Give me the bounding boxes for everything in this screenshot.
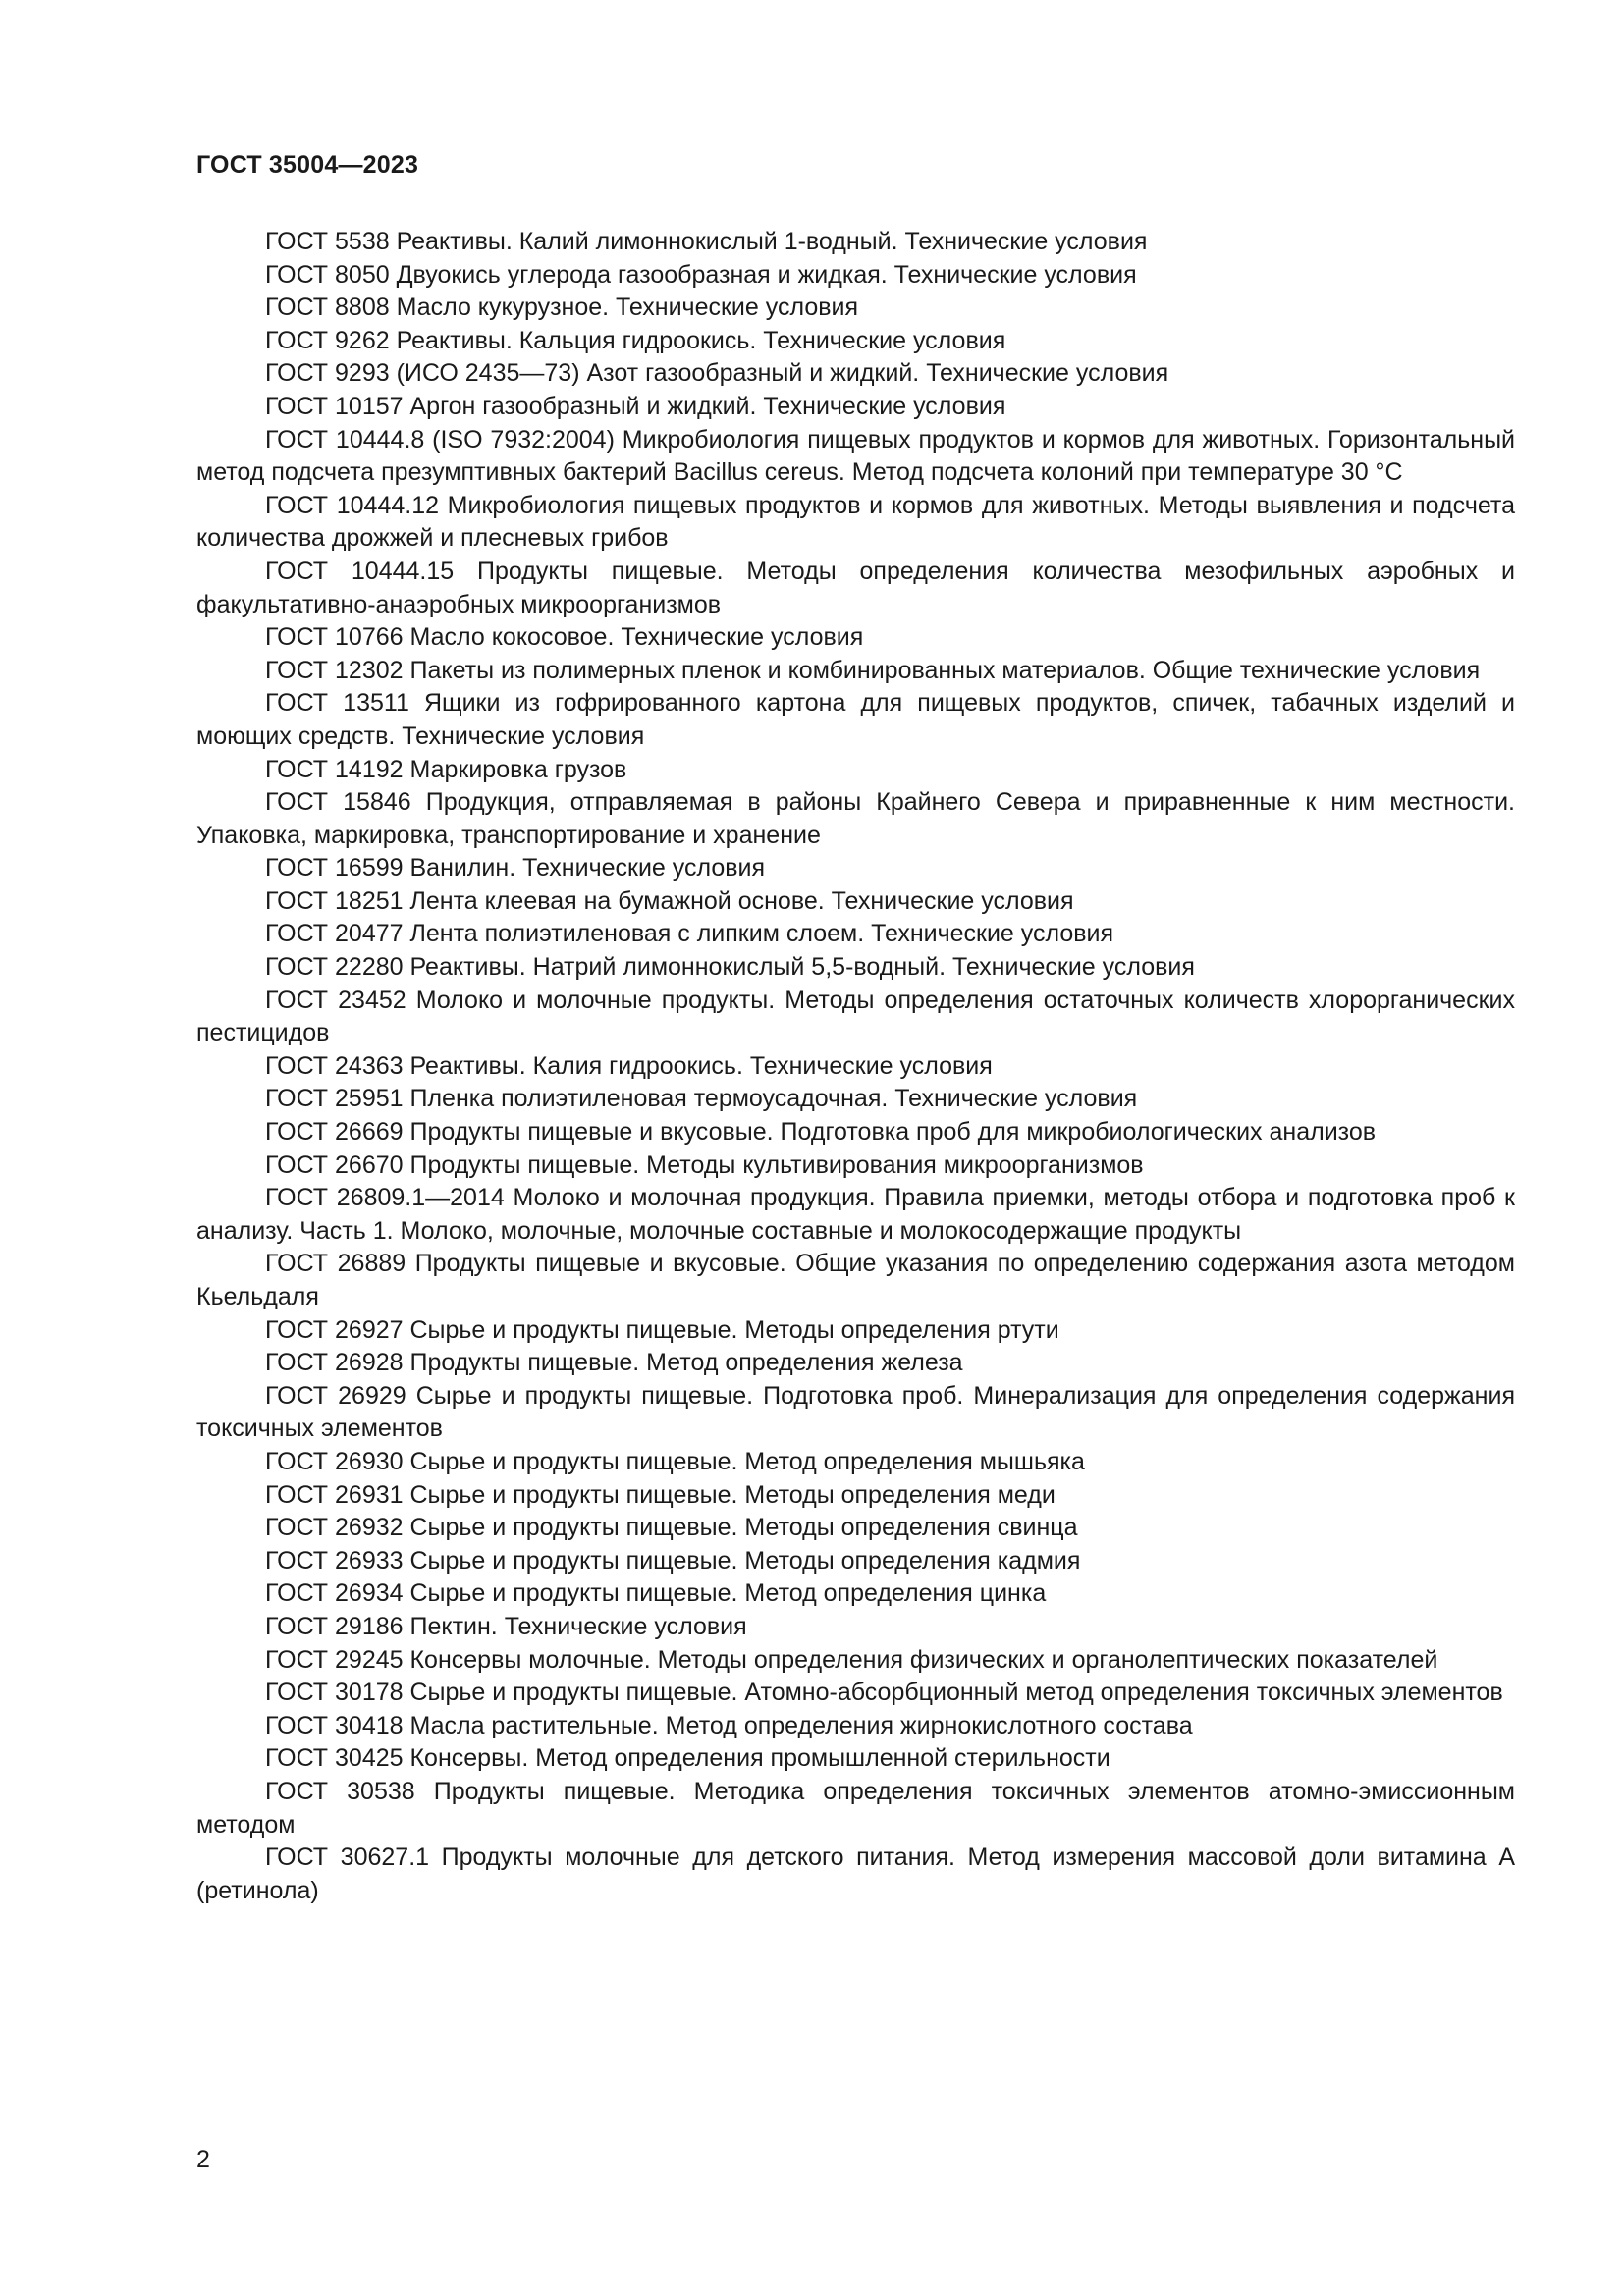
reference-item: ГОСТ 30538 Продукты пищевые. Методика определения токсичных элементов атомно-эмиссионным методом: [196, 1777, 1515, 1839]
reference-item: ГОСТ 26670 Продукты пищевые. Методы культивирования микроорганизмов: [265, 1150, 1144, 1179]
reference-item: ГОСТ 30425 Консервы. Метод определения промышленной стерильности: [265, 1744, 1110, 1773]
reference-item: ГОСТ 14192 Маркировка грузов: [265, 755, 627, 783]
reference-item: ГОСТ 10444.12 Микробиология пищевых продуктов и кормов для животных. Методы выявления и подсчета количества дрожжей и плесневых грибов: [196, 491, 1515, 553]
reference-item: ГОСТ 22280 Реактивы. Натрий лимоннокислый 5,5-водный. Технические условия: [265, 953, 1195, 982]
reference-item: ГОСТ 26933 Сырье и продукты пищевые. Методы определения кадмия: [265, 1546, 1081, 1575]
page-number: 2: [196, 2146, 210, 2173]
reference-item: ГОСТ 16599 Ванилин. Технические условия: [265, 854, 766, 882]
reference-item: ГОСТ 10444.15 Продукты пищевые. Методы определения количества мезофильных аэробных и факультативно-анаэробных микроорганизмов: [196, 557, 1515, 618]
reference-item: ГОСТ 26928 Продукты пищевые. Метод определения железа: [265, 1349, 963, 1377]
reference-item: ГОСТ 26932 Сырье и продукты пищевые. Методы определения свинца: [265, 1514, 1078, 1542]
reference-item: ГОСТ 8808 Масло кукурузное. Технические условия: [265, 294, 859, 322]
reference-item: ГОСТ 24363 Реактивы. Калия гидроокись. Технические условия: [265, 1051, 993, 1080]
reference-item: ГОСТ 26669 Продукты пищевые и вкусовые. Подготовка проб для микробиологических анализов: [265, 1118, 1377, 1147]
normative-references-list: [196, 226, 1515, 1907]
reference-item: ГОСТ 20477 Лента полиэтиленовая с липким слоем. Технические условия: [265, 920, 1114, 948]
reference-item: ГОСТ 5538 Реактивы. Калий лимоннокислый 1-водный. Технические условия: [265, 228, 1148, 255]
reference-item: ГОСТ 29186 Пектин. Технические условия: [265, 1612, 747, 1640]
reference-item: ГОСТ 10766 Масло кокосовое. Технические условия: [265, 623, 864, 652]
reference-item: ГОСТ 18251 Лента клеевая на бумажной основе. Технические условия: [265, 886, 1074, 915]
reference-item: ГОСТ 26931 Сырье и продукты пищевые. Методы определения меди: [265, 1480, 1056, 1509]
reference-item: ГОСТ 10444.8 (ISO 7932:2004) Микробиология пищевых продуктов и кормов для животных. Горизонтальный метод подсчета презумптивных бактерий Bacillus cereus. Метод подсчета колоний при температуре 30 °C: [196, 425, 1515, 487]
reference-item: ГОСТ 26889 Продукты пищевые и вкусовые. Общие указания по определению содержания азота методом Кьельдаля: [196, 1250, 1515, 1310]
reference-item: ГОСТ 26930 Сырье и продукты пищевые. Метод определения мышьяка: [265, 1447, 1085, 1475]
reference-item: ГОСТ 30418 Масла растительные. Метод определения жирнокислотного состава: [265, 1711, 1193, 1739]
reference-item: ГОСТ 26809.1—2014 Молоко и молочная продукция. Правила приемки, методы отбора и подготовка проб к анализу. Часть 1. Молоко, молочные, молочные составные и молокосодержащие продукты: [196, 1184, 1515, 1245]
reference-item: ГОСТ 30178 Сырье и продукты пищевые. Атомно-абсорбционный метод определения токсичных элементов: [265, 1679, 1503, 1707]
reference-item: ГОСТ 30627.1 Продукты молочные для детского питания. Метод измерения массовой доли витамина А (ретинола): [196, 1843, 1515, 1904]
reference-item: ГОСТ 25951 Пленка полиэтиленовая термоусадочная. Технические условия: [265, 1085, 1138, 1113]
reference-item: ГОСТ 23452 Молоко и молочные продукты. Методы определения остаточных количеств хлорорганических пестицидов: [196, 986, 1515, 1047]
reference-item: ГОСТ 29245 Консервы молочные. Методы определения физических и органолептических показателей: [265, 1645, 1438, 1674]
reference-item: ГОСТ 10157 Аргон газообразный и жидкий. Технические условия: [265, 392, 1006, 420]
reference-item: ГОСТ 9262 Реактивы. Кальция гидроокись. Технические условия: [265, 326, 1006, 354]
reference-item: ГОСТ 26927 Сырье и продукты пищевые. Методы определения ртути: [265, 1315, 1059, 1344]
reference-item: ГОСТ 8050 Двуокись углерода газообразная и жидкая. Технические условия: [265, 260, 1137, 289]
document-code-header: ГОСТ 35004—2023: [196, 151, 419, 179]
reference-item: ГОСТ 26929 Сырье и продукты пищевые. Подготовка проб. Минерализация для определения содержания токсичных элементов: [196, 1381, 1515, 1443]
reference-item: ГОСТ 13511 Ящики из гофрированного картона для пищевых продуктов, спичек, табачных изделий и моющих средств. Технические условия: [196, 689, 1515, 750]
reference-item: ГОСТ 15846 Продукция, отправляемая в районы Крайнего Севера и приравненные к ним местности. Упаковка, маркировка, транспортирование и хранение: [196, 788, 1515, 849]
reference-item: ГОСТ 9293 (ИСО 2435—73) Азот газообразный и жидкий. Технические условия: [265, 359, 1169, 388]
reference-item: ГОСТ 12302 Пакеты из полимерных пленок и комбинированных материалов. Общие технические условия: [265, 656, 1481, 684]
reference-item: ГОСТ 26934 Сырье и продукты пищевые. Метод определения цинка: [265, 1579, 1047, 1608]
